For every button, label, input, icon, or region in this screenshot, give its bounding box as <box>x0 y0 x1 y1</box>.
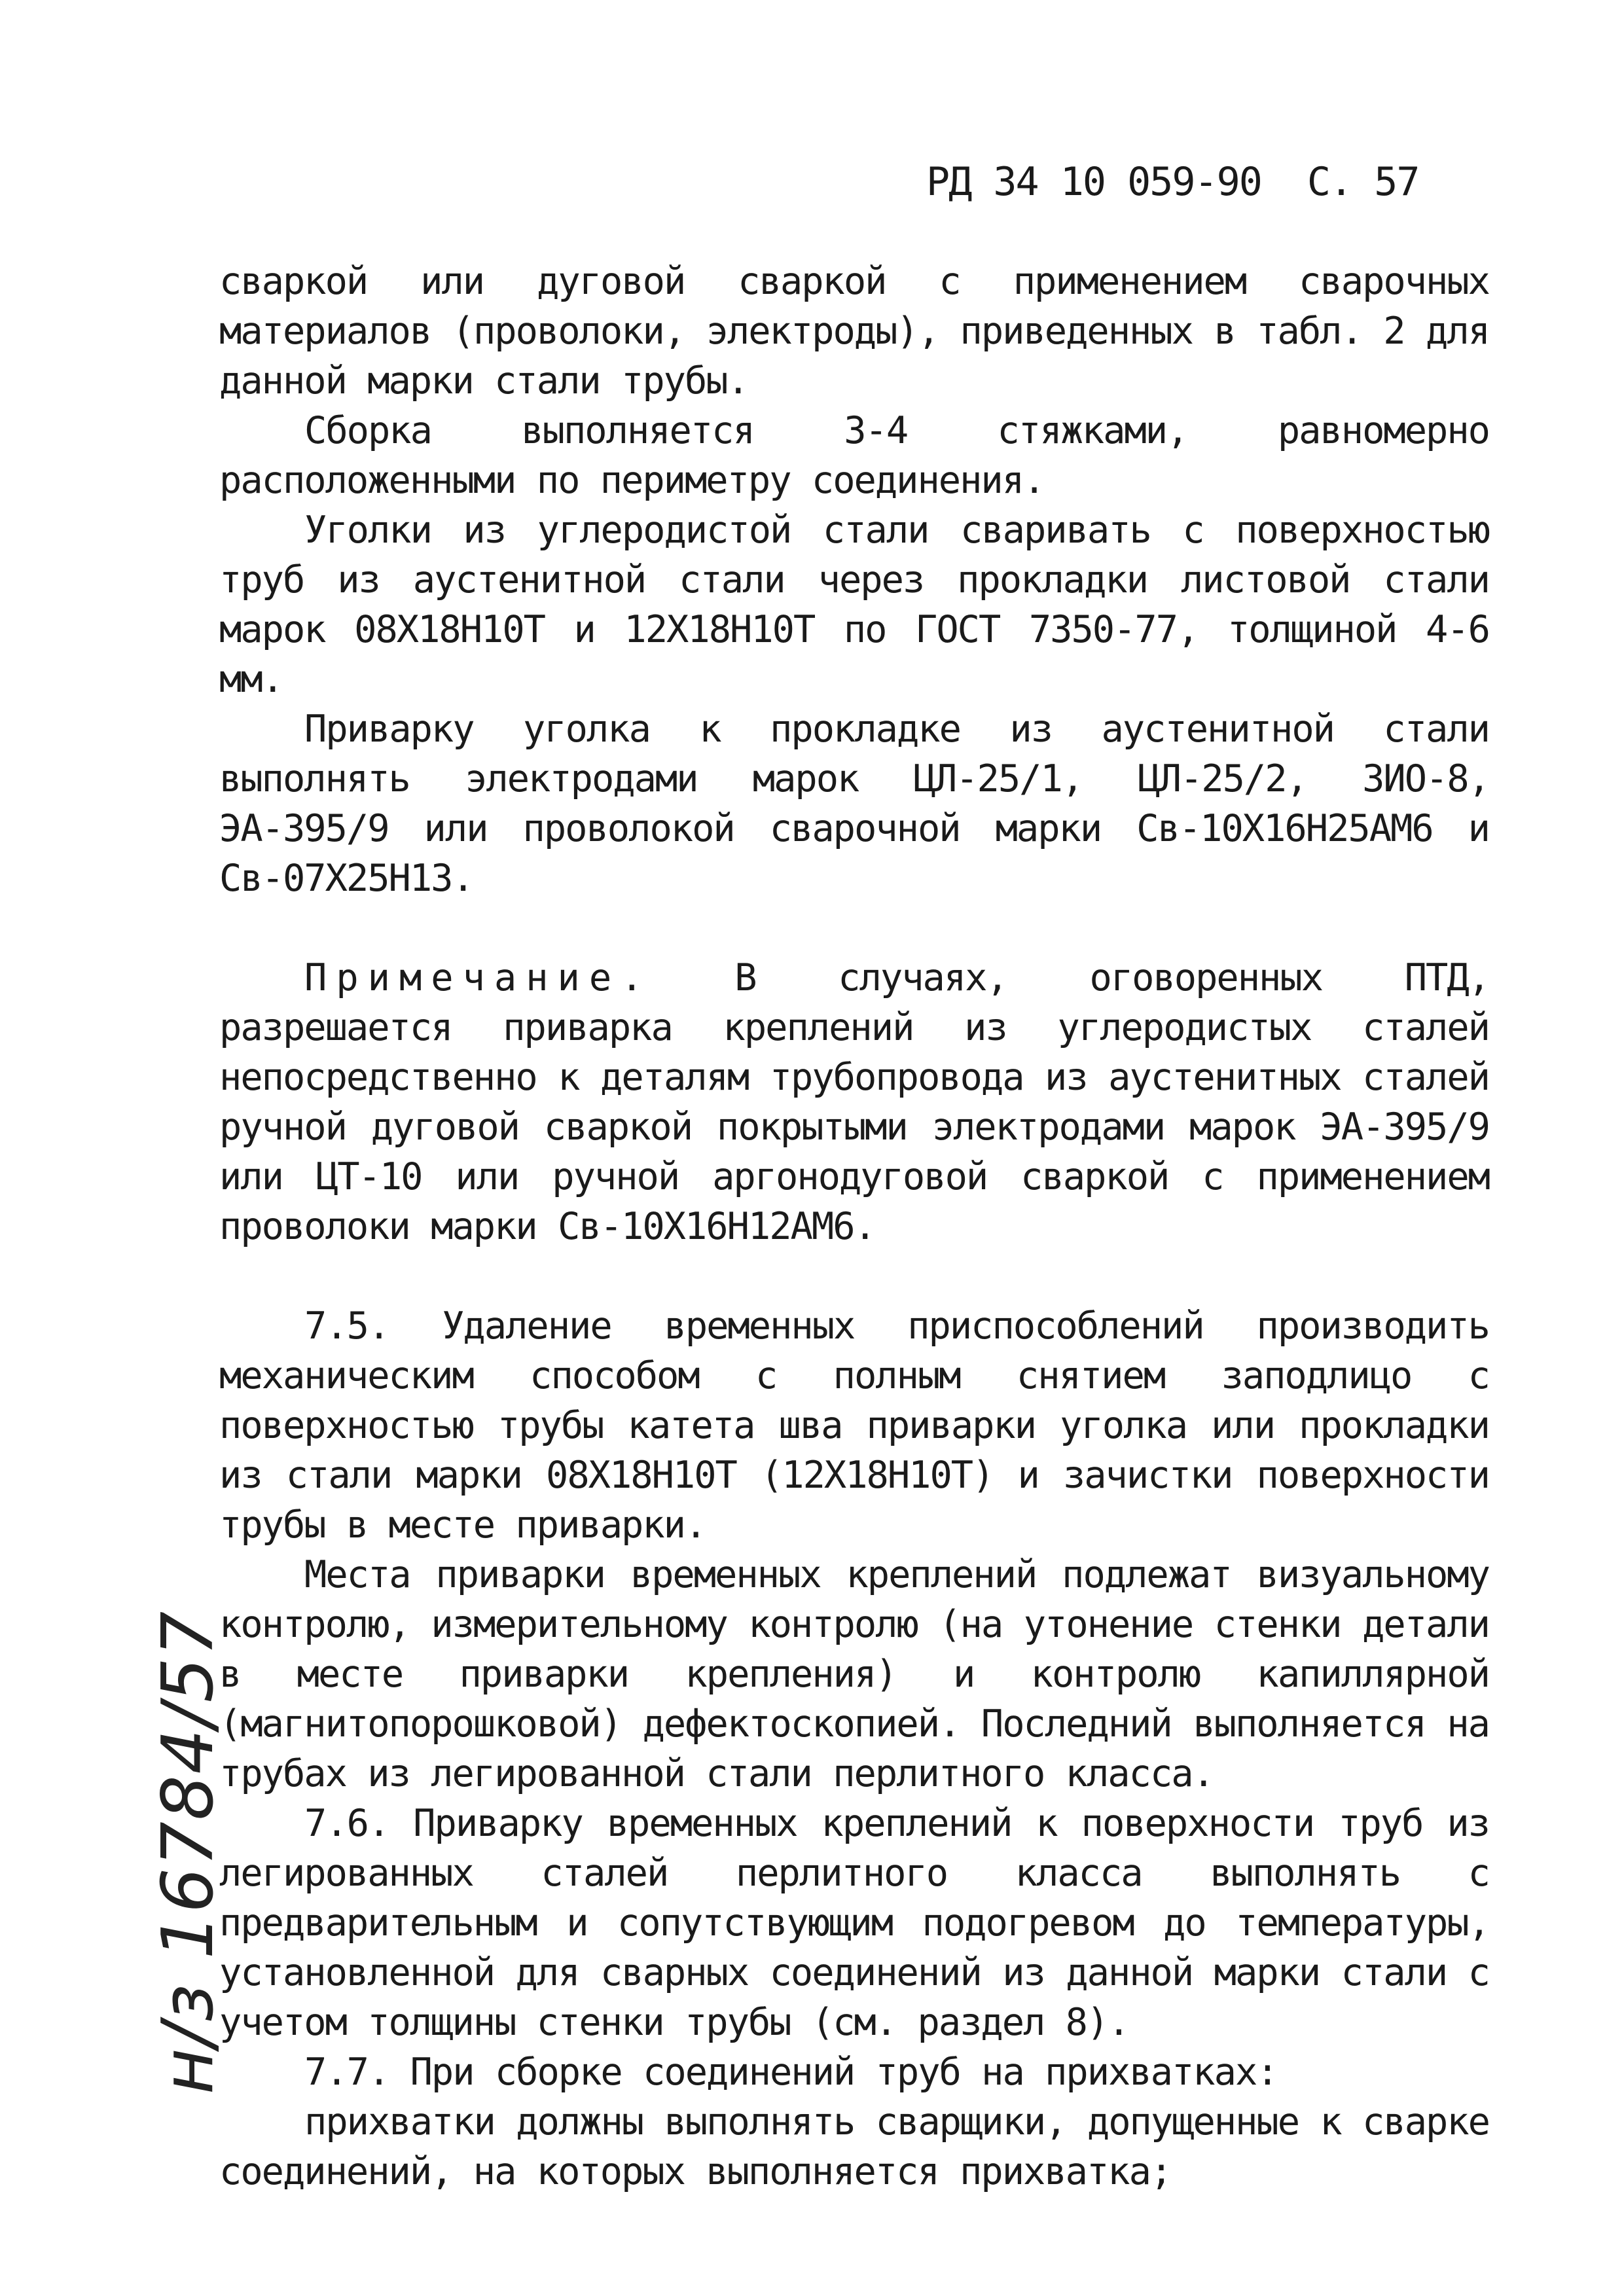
paragraph-welding-angle: Приварку уголка к прокладке из аустенитной стали выполнять электродами марок ЦЛ-25/1, ЦЛ-25/2, ЗИО-8, ЭА-395/9 или проволокой сварочной марки Св-10Х16Н25АМ6 и Св-07Х25Н13. <box>219 708 1489 900</box>
document-code: РД 34 10 059-90 <box>926 159 1261 205</box>
paragraph-assembly: Сборка выполняется 3-4 стяжками, равномерно расположенными по периметру соединения. <box>219 409 1489 502</box>
paragraph-7-7: 7.7. При сборке соединений труб на прихватках: <box>304 2051 1278 2094</box>
page-number: С. 57 <box>1307 159 1419 205</box>
page-header <box>926 157 1418 207</box>
paragraph-7-6: 7.6. Приварку временных креплений к поверхности труб из легированных сталей перлитного класса выполнять с предварительным и сопутствующим подогревом до температуры, установленной для сварных соединений из данной марки стали с учетом толщины стенки трубы (см. раздел 8). <box>219 1802 1489 2044</box>
paragraph-angles: Уголки из углеродистой стали сваривать с поверхностью труб из аустенитной стали через прокладки листовой стали марок 08Х18Н10Т и 12Х18Н10Т по ГОСТ 7350-77, толщиной 4-6 мм. <box>219 509 1489 701</box>
note-text: В случаях, оговоренных ПТД, разрешается приварка креплений из углеродистых сталей непосредственно к деталям трубопровода из аустенитных сталей ручной дуговой сваркой покрытыми электродами марок ЭА-395/9 или ЦТ-10 или ручной аргонодуговой сваркой с применением проволоки марки Св-10Х16Н12АМ6. <box>219 956 1489 1248</box>
handwritten-margin-note: н/з 16784/57 <box>147 1609 229 2094</box>
paragraph-continuation: сваркой или дуговой сваркой с применением сварочных материалов (проволоки, электроды), приведенных в табл. 2 для данной марки стали трубы. <box>219 260 1489 403</box>
paragraph-tack-welders: прихватки должны выполнять сварщики, допущенные к сварке соединений, на которых выполняется прихватка; <box>219 2100 1489 2193</box>
paragraph-inspection: Места приварки временных креплений подлежат визуальному контролю, измерительному контролю (на утонение стенки детали в месте приварки крепления) и контролю капиллярной (магнитопорошковой) дефектоскопией. Последний выполняется на трубах из легированной стали перлитного класса. <box>219 1553 1489 1795</box>
note-paragraph <box>219 953 1489 1251</box>
paragraph-7-5: 7.5. Удаление временных приспособлений производить механическим способом с полным снятием заподлицо с поверхностью трубы катета шва приварки уголка или прокладки из стали марки 08Х18Н10Т (12Х18Н10Т) и зачистки поверхности трубы в месте приварки. <box>219 1304 1489 1547</box>
note-label: Примечание. <box>304 956 653 999</box>
document-body <box>219 257 1489 2197</box>
